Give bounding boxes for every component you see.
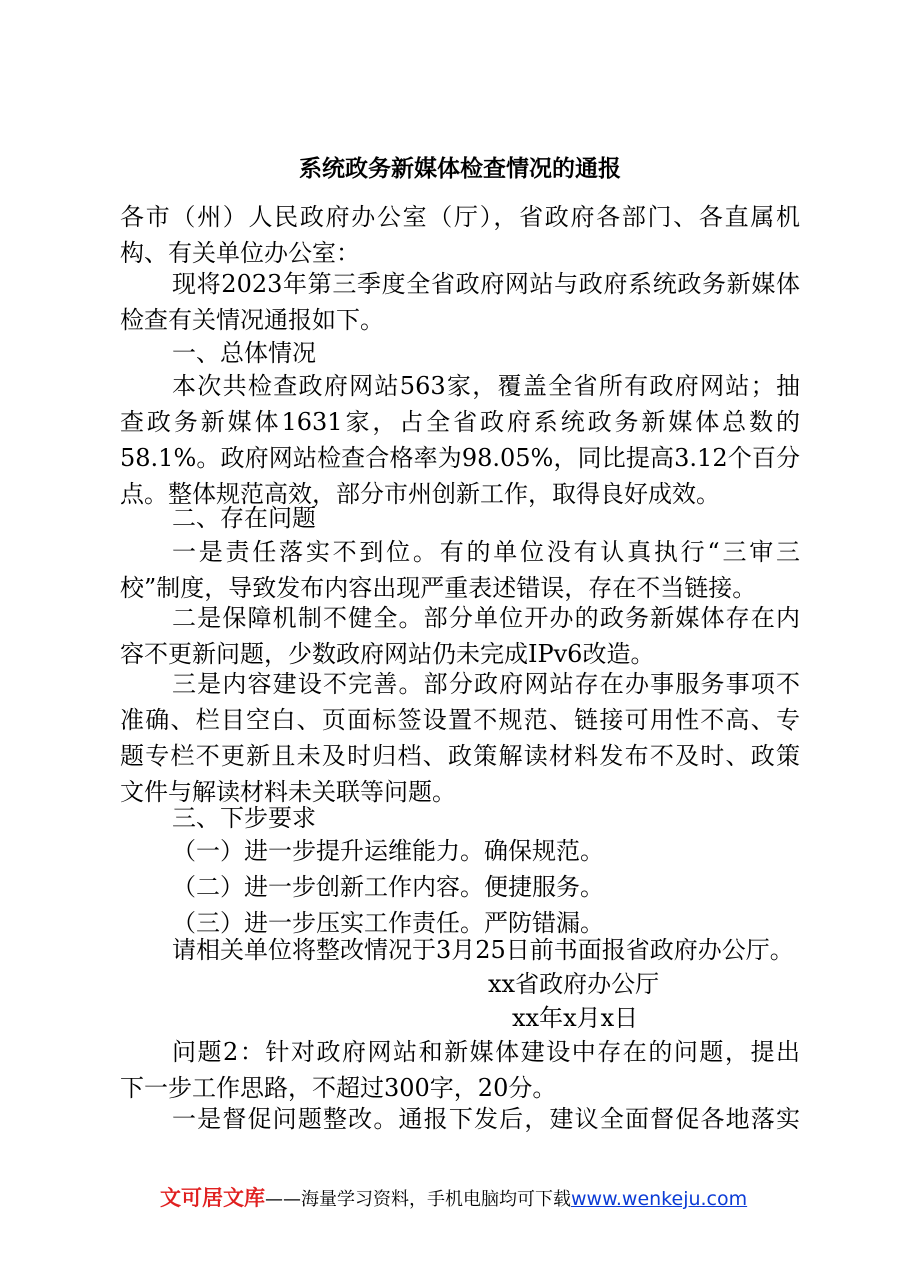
problem-line: 三是内容建设不完善。部分政府网站存在办事服务事项不 xyxy=(172,670,800,698)
document-title: 系统政务新媒体检查情况的通报 xyxy=(299,156,621,182)
addressee-line: 构、有关单位办公室： xyxy=(120,239,360,267)
requirement-item: （一）进一步提升运维能力。确保规范。 xyxy=(172,837,604,865)
intro-line: 检查有关情况通报如下。 xyxy=(120,306,384,334)
footer-brand: 文可居文库 xyxy=(160,1186,265,1210)
footer-banner xyxy=(160,1182,747,1212)
requirements-list xyxy=(120,833,800,941)
overview-paragraph xyxy=(120,368,800,512)
signature-date: xx年x月x日 xyxy=(512,1004,639,1032)
problem-line: 文件与解读材料未关联等问题。 xyxy=(120,778,456,806)
problem-line: 容不更新问题，少数政府网站仍未完成IPv6改造。 xyxy=(120,640,655,668)
footer-slogan: ——海量学习资料，手机电脑均可下载 xyxy=(265,1189,571,1210)
section-heading-3 xyxy=(120,800,800,836)
addressee-paragraph xyxy=(120,199,800,271)
section-heading-text: 二、存在问题 xyxy=(172,504,316,532)
intro-line: 现将2023年第三季度全省政府网站与政府系统政务新媒体 xyxy=(172,270,800,298)
requirement-item: （二）进一步创新工作内容。便捷服务。 xyxy=(172,873,604,901)
question-line: 下一步工作思路，不超过300字，20分。 xyxy=(120,1074,557,1102)
problem-line: 二是保障机制不健全。部分单位开办的政务新媒体存在内 xyxy=(172,604,800,632)
section-heading-1 xyxy=(120,335,800,371)
overview-line: 查政务新媒体1631家，占全省政府系统政务新媒体总数的 xyxy=(120,408,800,436)
intro-paragraph xyxy=(120,266,800,338)
problem-line: 题专栏不更新且未及时归档、政策解读材料发布不及时、政策 xyxy=(120,742,800,770)
problem-2-paragraph xyxy=(120,600,800,672)
requirement-item: （三）进一步压实工作责任。严防错漏。 xyxy=(172,909,604,937)
question-line: 问题2：针对政府网站和新媒体建设中存在的问题，提出 xyxy=(172,1038,800,1066)
signature-org: xx省政府办公厅 xyxy=(488,970,660,998)
answer-line: 一是督促问题整改。通报下发后，建议全面督促各地落实 xyxy=(172,1105,800,1133)
problem-3-paragraph xyxy=(120,666,800,810)
answer-paragraph xyxy=(120,1101,800,1137)
addressee-line: 各市（州）人民政府办公室（厅），省政府各部门、各直属机 xyxy=(120,203,800,231)
problem-line: 准确、栏目空白、页面标签设置不规范、链接可用性不高、专 xyxy=(120,706,800,734)
section-heading-2 xyxy=(120,500,800,536)
overview-line: 本次共检查政府网站563家，覆盖全省所有政府网站；抽 xyxy=(172,372,800,400)
overview-line: 58.1%。政府网站检查合格率为98.05%，同比提高3.12个百分 xyxy=(120,444,800,472)
overview-line: 点。整体规范高效，部分市州创新工作，取得良好成效。 xyxy=(120,480,720,508)
question-paragraph xyxy=(120,1034,800,1106)
deadline-paragraph xyxy=(120,932,800,968)
problem-line: 校”制度，导致发布内容出现严重表述错误，存在不当链接。 xyxy=(120,574,757,602)
section-heading-text: 一、总体情况 xyxy=(172,339,316,367)
deadline-text: 请相关单位将整改情况于3月25日前书面报省政府办公厅。 xyxy=(172,936,794,964)
problem-1-paragraph xyxy=(120,534,800,606)
footer-link[interactable]: www.wenkeju.com xyxy=(571,1188,748,1210)
section-heading-text: 三、下步要求 xyxy=(172,804,316,832)
problem-line: 一是责任落实不到位。有的单位没有认真执行“三审三 xyxy=(172,538,800,566)
